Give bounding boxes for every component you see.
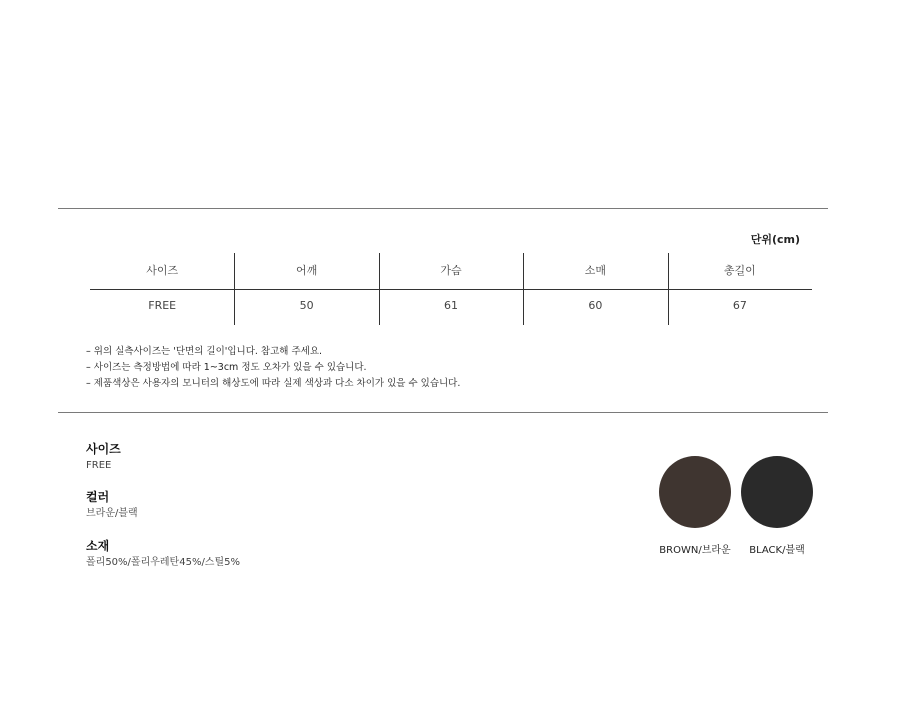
cell-shoulder: 50 (234, 290, 378, 325)
header-cell-size: 사이즈 (146, 264, 179, 277)
note-item: – 사이즈는 측정방법에 따라 1~3cm 정도 오차가 있을 수 있습니다. (86, 362, 367, 373)
cell-size: FREE (148, 299, 177, 312)
note-item: – 위의 실측사이즈는 '단면의 길이'입니다. 참고해 주세요. (86, 346, 323, 357)
table-row (90, 290, 812, 325)
spec-material-value: 폴리50%/폴리우레탄45%/스틸5% (86, 557, 240, 568)
cell-total-length: 67 (668, 290, 812, 325)
header-cell-sleeve: 소매 (523, 253, 667, 289)
header-cell-chest: 가슴 (379, 253, 523, 289)
measurement-notes (86, 344, 460, 392)
size-table (90, 253, 812, 325)
header-cell-shoulder: 어깨 (234, 253, 378, 289)
header-cell-total-length: 총길이 (668, 253, 812, 289)
table-header-row (90, 253, 812, 290)
color-swatch-black (741, 456, 813, 528)
spec-size-value: FREE (86, 460, 112, 471)
spec-material-label: 소재 (86, 539, 110, 553)
spec-size-label: 사이즈 (86, 442, 121, 456)
spec-color-value: 브라운/블랙 (86, 508, 138, 519)
color-swatch-brown (659, 456, 731, 528)
middle-divider (58, 412, 828, 413)
note-item: – 제품색상은 사용자의 모니터의 해상도에 따라 실제 색상과 다소 차이가 있을 수 있습니다. (86, 378, 461, 389)
top-divider (58, 208, 828, 209)
spec-color (86, 489, 138, 522)
spec-material (86, 538, 240, 571)
swatch-label-black: BLACK/블랙 (749, 545, 805, 556)
spec-color-label: 컬러 (86, 490, 110, 504)
spec-size (86, 441, 121, 474)
swatch-label-brown: BROWN/브라운 (659, 545, 731, 556)
cell-chest: 61 (379, 290, 523, 325)
unit-label: 단위(cm) (750, 233, 800, 246)
cell-sleeve: 60 (523, 290, 667, 325)
